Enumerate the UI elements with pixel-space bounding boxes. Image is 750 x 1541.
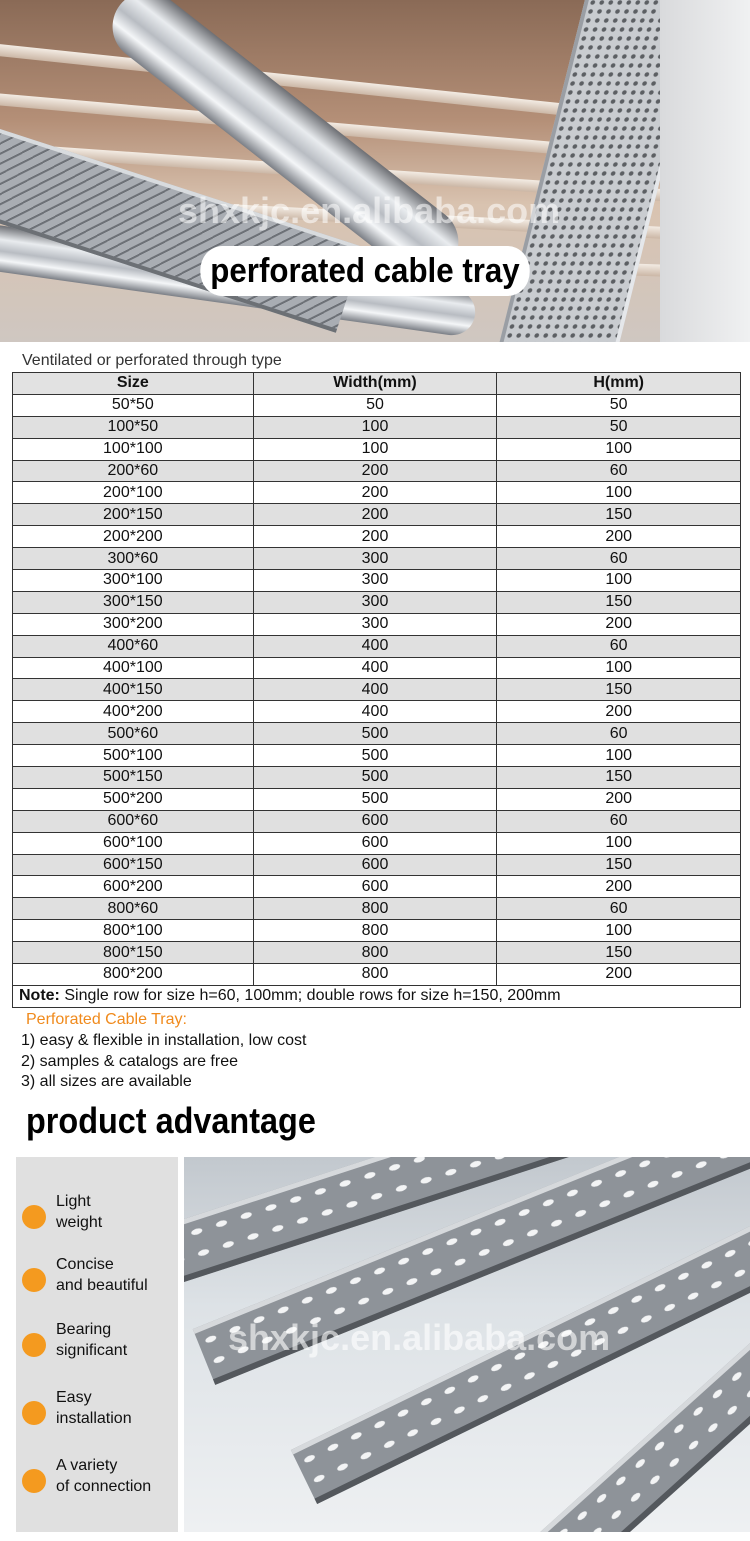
table-row (13, 613, 741, 635)
advantage-label: A variety of connection (56, 1457, 152, 1495)
table-cell: 50 (253, 394, 497, 416)
table-cell: 300*100 (13, 570, 254, 592)
table-cell: 600 (253, 876, 497, 898)
table-cell: 100 (253, 416, 497, 438)
advantage-label: Concise and beautiful (56, 1256, 148, 1294)
table-row (13, 438, 741, 460)
table-cell: 400*60 (13, 635, 254, 657)
table-cell: 200 (253, 482, 497, 504)
table-row (13, 876, 741, 898)
advantage-title: product advantage (26, 1100, 316, 1141)
bullet-dot-icon (22, 1268, 46, 1292)
table-cell: 300 (253, 591, 497, 613)
table-cell: 600*60 (13, 810, 254, 832)
table-cell: 500 (253, 745, 497, 767)
advantage-item (16, 1254, 178, 1304)
table-cell: 100 (497, 832, 741, 854)
table-cell: 600*200 (13, 876, 254, 898)
table-row (13, 570, 741, 592)
table-row (13, 810, 741, 832)
table-cell: 150 (497, 854, 741, 876)
table-cell: 400 (253, 635, 497, 657)
advantage-panel (16, 1157, 178, 1532)
table-row (13, 416, 741, 438)
feature-item: 2) samples & catalogs are free (21, 1052, 238, 1070)
advantage-item (16, 1319, 178, 1369)
column-header: Size (13, 373, 254, 395)
bullet-dot-icon (22, 1401, 46, 1425)
table-cell: 60 (497, 460, 741, 482)
table-cell: 400 (253, 657, 497, 679)
table-row (13, 701, 741, 723)
table-cell: 200 (497, 613, 741, 635)
watermark: shxkjc.en.alibaba.com (228, 1317, 611, 1358)
table-cell: 200 (253, 526, 497, 548)
column-header: Width(mm) (253, 373, 497, 395)
table-row (13, 548, 741, 570)
table-cell: 200 (253, 504, 497, 526)
table-cell: 400 (253, 679, 497, 701)
table-cell: 100 (253, 438, 497, 460)
table-cell: 50 (497, 394, 741, 416)
table-header-row (13, 373, 741, 395)
table-cell: 200 (497, 526, 741, 548)
table-cell: 200 (253, 460, 497, 482)
table-cell: 200*60 (13, 460, 254, 482)
advantage-item (16, 1455, 178, 1505)
table-cell: 400 (253, 701, 497, 723)
table-cell: 100 (497, 570, 741, 592)
table-cell: 500 (253, 767, 497, 789)
table-cell: 600 (253, 810, 497, 832)
table-cell: 200 (497, 788, 741, 810)
table-row (13, 394, 741, 416)
table-row (13, 854, 741, 876)
table-cell: 100 (497, 657, 741, 679)
table-row (13, 591, 741, 613)
table-note-row (13, 985, 741, 1007)
column-header: H(mm) (497, 373, 741, 395)
table-cell: 60 (497, 810, 741, 832)
table-cell: 800 (253, 920, 497, 942)
table-cell: 100 (497, 745, 741, 767)
table-cell: 200 (497, 876, 741, 898)
table-cell: 200*200 (13, 526, 254, 548)
table-cell: 150 (497, 679, 741, 701)
table-cell: 60 (497, 898, 741, 920)
advantage-label: Bearing significant (56, 1321, 128, 1359)
table-cell: 100 (497, 438, 741, 460)
features-title: Perforated Cable Tray: (26, 1011, 187, 1028)
table-cell: 500*150 (13, 767, 254, 789)
product-photo (184, 1157, 750, 1532)
table-cell: 800*100 (13, 920, 254, 942)
feature-item: 3) all sizes are available (21, 1073, 192, 1090)
table-cell: 300*200 (13, 613, 254, 635)
table-cell: 100*50 (13, 416, 254, 438)
table-cell: 800*200 (13, 964, 254, 986)
table-cell: 600*150 (13, 854, 254, 876)
table-cell: 300 (253, 570, 497, 592)
table-row (13, 679, 741, 701)
table-cell: 300 (253, 548, 497, 570)
table-cell: 150 (497, 504, 741, 526)
table-row (13, 964, 741, 986)
table-row (13, 898, 741, 920)
table-cell: 800 (253, 964, 497, 986)
table-row (13, 920, 741, 942)
table-cell: 400*100 (13, 657, 254, 679)
feature-item: 1) easy & flexible in installation, low cost (21, 1032, 307, 1049)
table-row (13, 504, 741, 526)
table-row (13, 482, 741, 504)
table-row (13, 788, 741, 810)
bullet-dot-icon (22, 1333, 46, 1357)
spec-table (12, 372, 741, 1008)
table-caption: Ventilated or perforated through type (22, 352, 282, 369)
bullet-dot-icon (22, 1469, 46, 1493)
table-cell: 150 (497, 942, 741, 964)
hero-title: perforated cable tray (200, 246, 529, 296)
advantage-item (16, 1191, 178, 1241)
table-cell: 300*60 (13, 548, 254, 570)
table-cell: 50 (497, 416, 741, 438)
table-cell: 100 (497, 920, 741, 942)
table-cell: 300*150 (13, 591, 254, 613)
table-row (13, 723, 741, 745)
note-label: Note: (19, 987, 60, 1005)
watermark: shxkjc.en.alibaba.com (178, 190, 561, 231)
table-cell: 600*100 (13, 832, 254, 854)
table-cell: 800*150 (13, 942, 254, 964)
table-cell: 200 (497, 701, 741, 723)
table-cell: 600 (253, 832, 497, 854)
advantage-item (16, 1387, 178, 1437)
table-cell: 600 (253, 854, 497, 876)
table-cell: 60 (497, 635, 741, 657)
table-cell: 400*150 (13, 679, 254, 701)
table-cell: 50*50 (13, 394, 254, 416)
table-cell: 800 (253, 942, 497, 964)
wall (660, 0, 750, 342)
table-row (13, 460, 741, 482)
table-cell: 800 (253, 898, 497, 920)
table-row (13, 832, 741, 854)
table-cell: 60 (497, 723, 741, 745)
table-note (13, 985, 741, 1007)
table-row (13, 657, 741, 679)
table-cell: 200 (497, 964, 741, 986)
advantage-label: Light weight (56, 1193, 103, 1231)
note-text: Single row for size h=60, 100mm; double rows for size h=150, 200mm (59, 987, 561, 1005)
bullet-dot-icon (22, 1205, 46, 1229)
hero-banner (0, 0, 750, 342)
table-cell: 400*200 (13, 701, 254, 723)
table-cell: 500 (253, 723, 497, 745)
table-cell: 150 (497, 767, 741, 789)
table-row (13, 526, 741, 548)
table-cell: 60 (497, 548, 741, 570)
table-cell: 500 (253, 788, 497, 810)
table-cell: 150 (497, 591, 741, 613)
table-row (13, 767, 741, 789)
table-cell: 100 (497, 482, 741, 504)
table-row (13, 745, 741, 767)
advantage-label: Easy installation (56, 1389, 132, 1427)
table-cell: 100*100 (13, 438, 254, 460)
table-cell: 500*200 (13, 788, 254, 810)
table-row (13, 942, 741, 964)
table-cell: 200*150 (13, 504, 254, 526)
table-cell: 300 (253, 613, 497, 635)
table-cell: 500*100 (13, 745, 254, 767)
table-cell: 200*100 (13, 482, 254, 504)
table-cell: 500*60 (13, 723, 254, 745)
table-cell: 800*60 (13, 898, 254, 920)
features-list (21, 1031, 306, 1093)
table-row (13, 635, 741, 657)
